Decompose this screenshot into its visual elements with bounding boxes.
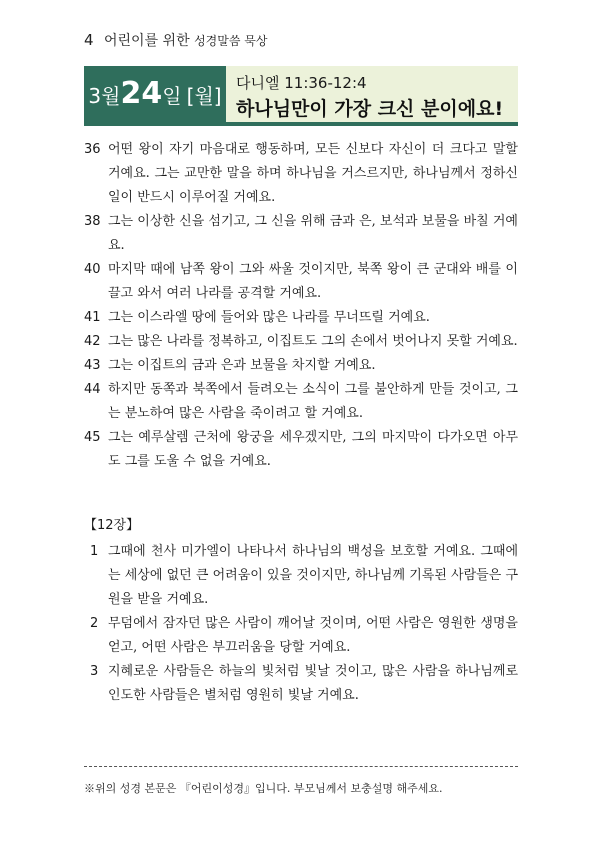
date-day-unit: 일 [162,84,182,108]
verse [84,330,518,354]
footnote-divider [84,766,518,767]
chapter-verse-list [84,540,518,708]
footnote: ※위의 성경 본문은 『어린이성경』입니다. 부모님께서 보충설명 해주세요. [84,782,443,795]
verse-text: 그때에 천사 미가엘이 나타나서 하나님의 백성을 보호할 거예요. 그때에는 세상에 없던 큰 어려움이 있을 것이지만, 하나님께 기록된 사람들은 구원을 받을 거예요. [108,544,518,607]
verse [84,138,518,210]
verse [84,306,518,330]
verse-text: 그는 이상한 신을 섬기고, 그 신을 위해 금과 은, 보석과 보물을 바칠 거예요. [108,214,518,253]
verse-number: 36 [84,142,101,157]
verse [84,354,518,378]
date-month: 3월 [88,84,121,108]
verse-text: 그는 이스라엘 땅에 들어와 많은 나라를 무너뜨릴 거예요. [108,310,430,325]
verse-number: 42 [84,334,101,349]
verse-text: 마지막 때에 남쪽 왕이 그와 싸울 것이지만, 북쪽 왕이 큰 군대와 배를 이끌고 와서 여러 나라를 공격할 거예요. [108,262,518,301]
verse-number: 40 [84,262,101,277]
verse-text: 그는 많은 나라를 정복하고, 이집트도 그의 손에서 벗어나지 못할 거예요. [108,334,518,349]
date-block [84,66,226,126]
verse-text: 그는 예루살렘 근처에 왕궁을 세우겠지만, 그의 마지막이 다가오면 아무도 그를 도울 수 없을 거예요. [108,430,518,469]
devotion-title-box [84,66,518,126]
verse-list [84,138,518,474]
date-weekday: [월] [186,84,222,108]
verse-number: 41 [84,310,101,325]
page-number: 4 [84,31,94,49]
verse [84,210,518,258]
verse [84,612,518,660]
verse-text: 그는 이집트의 금과 은과 보물을 차지할 거예요. [108,358,376,373]
verse-number: 2 [90,616,99,631]
verse-text: 무덤에서 잠자던 많은 사람이 깨어날 것이며, 어떤 사람은 영원한 생명을 얻고, 어떤 사람은 부끄러움을 당할 거예요. [108,616,518,655]
page-header [84,30,267,50]
book-name: 어린이를 위한 [104,33,190,49]
verse [84,258,518,306]
verse [84,378,518,426]
title-block [226,66,518,126]
verse-number: 43 [84,358,101,373]
verse-text: 어떤 왕이 자기 마음대로 행동하며, 모든 신보다 자신이 더 크다고 말할 거예요. 그는 교만한 말을 하며 하나님을 거스르지만, 하나님께서 정하신 일이 반드시 이루어질 거예요. [108,142,518,205]
scripture-reference: 다니엘 11:36-12:4 [236,74,367,92]
verse-number: 3 [90,664,99,679]
verse-number: 1 [90,544,99,559]
devotion-title: 하나님만이 가장 크신 분이에요! [236,98,504,120]
verse [84,426,518,474]
book-subtitle: 성경말씀 묵상 [194,34,268,48]
verse-text: 지혜로운 사람들은 하늘의 빛처럼 빛날 것이고, 많은 사람을 하나님께로 인도한 사람들은 별처럼 영원히 빛날 거예요. [108,664,518,703]
date-day: 24 [120,76,163,111]
verse-number: 44 [84,382,101,397]
verse [84,660,518,708]
chapter-label: 【12장】 [84,518,140,533]
verse-number: 38 [84,214,101,229]
verse-text: 하지만 동쪽과 북쪽에서 들려오는 소식이 그를 불안하게 만들 것이고, 그는 분노하여 많은 사람을 죽이려고 할 거예요. [108,382,518,421]
verse-number: 45 [84,430,101,445]
verse [84,540,518,612]
